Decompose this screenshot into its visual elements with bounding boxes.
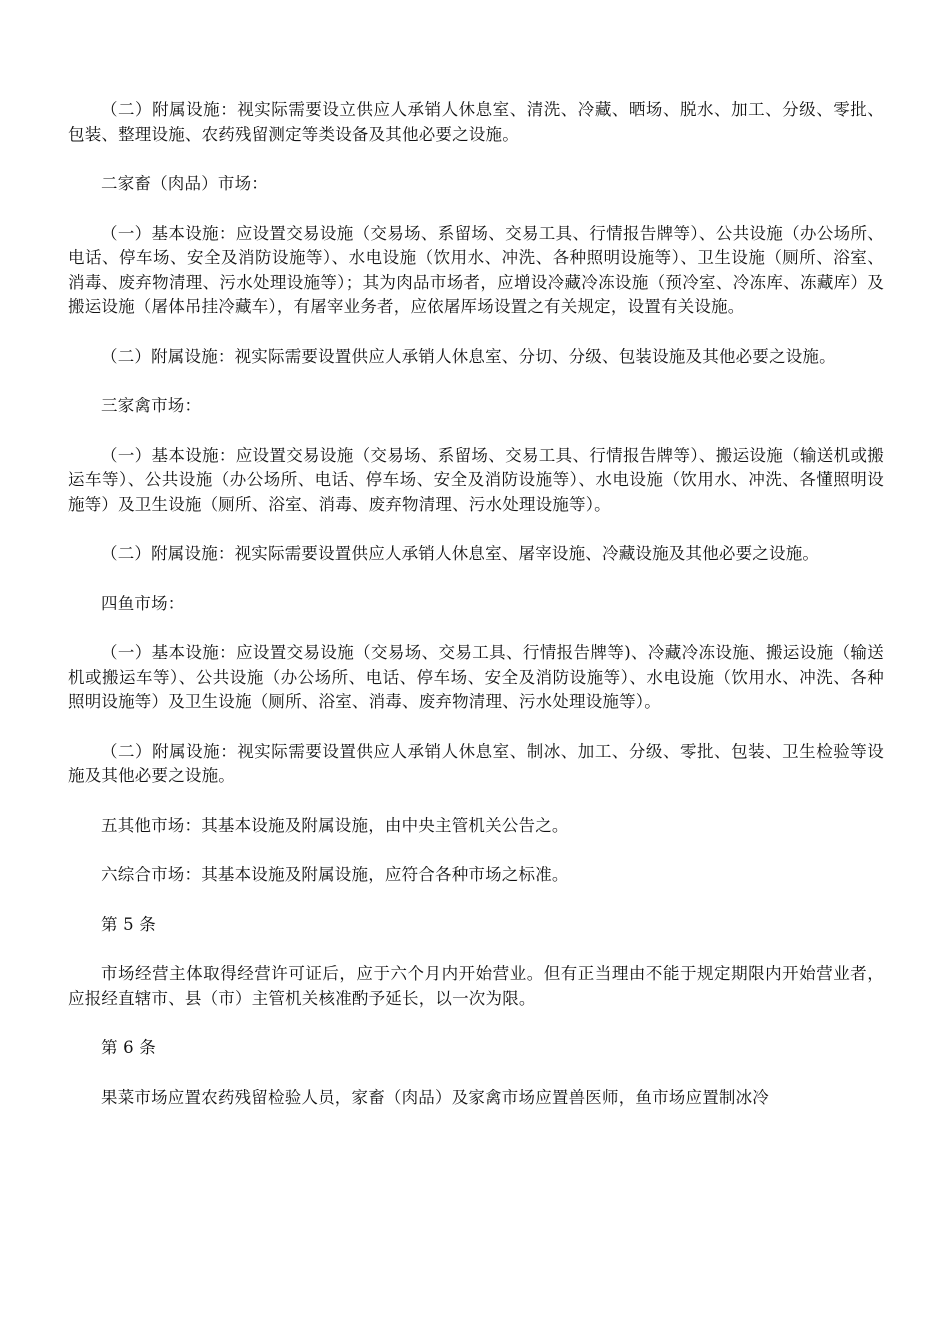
- article-6-body: 果菜市场应置农药残留检验人员，家畜（肉品）及家禽市场应置兽医师，鱼市场应置制冰冷: [101, 1087, 769, 1107]
- article-5-body: 市场经营主体取得经营许可证后，应于六个月内开始营业。但有正当理由不能于规定期限内开始营业者，应报经直辖市、县（市）主管机关核准酌予延长，以一次为限。: [68, 964, 884, 1008]
- paragraph-poultry-attached-facilities: （二）附属设施：视实际需要设置供应人承销人休息室、屠宰设施、冷藏设施及其他必要之设施。: [101, 544, 820, 563]
- article-5-heading: 第 5 条: [101, 914, 156, 934]
- article-6-heading: 第 6 条: [101, 1038, 156, 1057]
- paragraph-attached-facilities-1: （二）附属设施：视实际需要设立供应人承销人休息室、清洗、冷藏、晒场、脱水、加工、分级、零批、包装、整理设施、农药残留测定等类设备及其他必要之设施。: [68, 100, 884, 144]
- paragraph-fish-attached-facilities: （二）附属设施：视实际需要设置供应人承销人休息室、制冰、加工、分级、零批、包装、卫生检验等设施及其他必要之设施。: [68, 741, 884, 785]
- heading-fish-market: 四鱼市场：: [101, 593, 185, 613]
- paragraph-other-market: 五其他市场：其基本设施及附属设施，由中央主管机关公告之。: [101, 815, 569, 835]
- paragraph-livestock-basic-facilities: （一）基本设施：应设置交易设施（交易场、系留场、交易工具、行情报告牌等）、公共设施（办公场所、电话、停车场、安全及消防设施等）、水电设施（饮用水、冲洗、各种照明设施等）、卫生设施（厕所、浴室、消毒、废弃物清理、污水处理设施等）；其为肉品市场者，应增设冷藏冷冻设施（预冷室、冷冻库、冻藏库）及搬运设施（屠体吊挂冷藏车），有屠宰业务者，应依屠厍场设置之有关规定，设置有关设施。: [68, 223, 884, 316]
- heading-livestock-market: 二家畜（肉品）市场：: [101, 174, 268, 193]
- document-page: [68, 98, 884, 1135]
- heading-poultry-market: 三家禽市场：: [101, 396, 202, 415]
- paragraph-fish-basic-facilities: （一）基本设施：应设置交易设施（交易场、交易工具、行情报告牌等)、冷藏冷冻设施、搬运设施（输送机或搬运车等）、公共设施（办公场所、电话、停车场、安全及消防设施等）、水电设施（饮用水、冲洗、各种照明设施等）及卫生设施（厕所、浴室、消毒、废弃物清理、污水处理设施等）。: [68, 643, 884, 711]
- paragraph-livestock-attached-facilities: （二）附属设施：视实际需要设置供应人承销人休息室、分切、分级、包装设施及其他必要之设施。: [101, 346, 836, 366]
- paragraph-poultry-basic-facilities: （一）基本设施：应设置交易设施（交易场、系留场、交易工具、行情报告牌等）、搬运设施（输送机或搬运车等）、公共设施（办公场所、电话、停车场、安全及消防设施等）、水电设施（饮用水、冲洗、各懂照明设施等）及卫生设施（厕所、浴室、消毒、废弃物清理、污水处理设施等）。: [68, 445, 884, 514]
- paragraph-comprehensive-market: 六综合市场：其基本设施及附属设施，应符合各种市场之标准。: [101, 865, 569, 884]
